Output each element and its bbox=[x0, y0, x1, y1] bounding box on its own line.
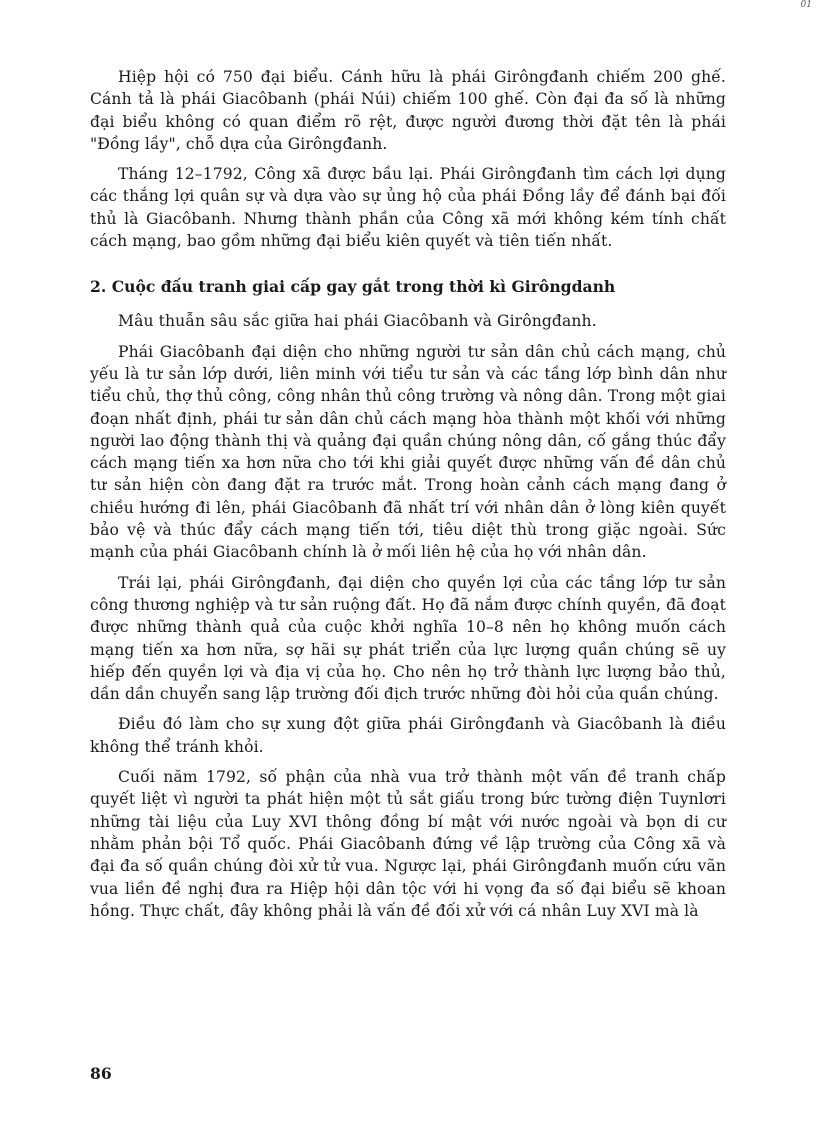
paragraph: Tháng 12–1792, Công xã được bầu lại. Phái Girôngđanh tìm cách lợi dụng các thắng lợi quân sự và dựa vào sự ủng hộ của phái Đồng lầy để đánh bại đối thủ là Giacôbanh. Nhưng thành phần của Công xã mới không kém tính chất cách mạng, bao gồm những đại biểu kiên quyết và tiên tiến nhất. bbox=[90, 165, 726, 251]
paragraph: Phái Giacôbanh đại diện cho những người tư sản dân chủ cách mạng, chủ yếu là tư sản lớp dưới, liên minh với tiểu tư sản và các tầng lớp bình dân như tiểu chủ, thợ thủ công, công nhân thủ công trường và nông dân. Trong một giai đoạn nhất định, phái tư sản dân chủ cách mạng hòa thành một khối với những người lao động thành thị và quảng đại quần chúng nông dân, cố gắng thúc đẩy cách mạng tiến xa hơn nữa cho tới khi giải quyết được những vấn đề dân chủ tư sản hiện còn đang đặt ra trước mắt. Trong hoàn cảnh cách mạng đang ở chiều hướng đi lên, phái Giacôbanh đã nhất trí với nhân dân ở lòng kiên quyết bảo vệ và thúc đẩy cách mạng tiến tới, tiêu diệt thù trong giặc ngoài. Sức mạnh của phái Giacôbanh chính là ở mối liên hệ của họ với nhân dân. bbox=[90, 342, 726, 562]
corner-mark: 01 bbox=[800, 0, 812, 10]
paragraph: Trái lại, phái Girôngđanh, đại diện cho quyền lợi của các tầng lớp tư sản công thương nghiệp và tư sản ruộng đất. Họ đã nắm được chính quyền, đã đoạt được những thành quả của cuộc khởi nghĩa 10–8 nên họ không muốn cách mạng tiến xa hơn nữa, sợ hãi sự phát triển của lực lượng quần chúng sẽ uy hiếp đến quyền lợi và địa vị của họ. Cho nên họ trở thành lực lượng bảo thủ, dần dần chuyển sang lập trường đối địch trước những đòi hỏi của quần chúng. bbox=[90, 573, 726, 704]
section-heading: 2. Cuộc đấu tranh giai cấp gay gắt trong thời kì Girôngdanh bbox=[90, 277, 616, 297]
page-body bbox=[90, 66, 726, 930]
paragraph: Mâu thuẫn sâu sắc giữa hai phái Giacôbanh và Girôngđanh. bbox=[118, 312, 597, 331]
paragraph: Cuối năm 1792, số phận của nhà vua trở thành một vấn đề tranh chấp quyết liệt vì người ta phát hiện một tủ sắt giấu trong bức tường điện Tuynlơri những tài liệu của Luy XVI thông đồng bí mật với nước ngoài và bọn di cư nhằm phản bội Tổ quốc. Phái Giacôbanh đứng về lập trường của Công xã và đại đa số quần chúng đòi xử tử vua. Ngược lại, phái Girôngđanh muốn cứu vãn vua liền đề nghị đưa ra Hiệp hội dân tộc với hi vọng đa số đại biểu sẽ khoan hồng. Thực chất, đây không phải là vấn đề đối xử với cá nhân Luy XVI mà là bbox=[90, 768, 726, 920]
paragraph: Hiệp hội có 750 đại biểu. Cánh hữu là phái Girôngđanh chiếm 200 ghế. Cánh tả là phái Giacôbanh (phái Núi) chiếm 100 ghế. Còn đại đa số là những đại biểu không có quan điểm rõ rệt, được người đương thời đặt tên là phái "Đồng lầy", chỗ dựa của Girôngđanh. bbox=[90, 68, 726, 153]
paragraph: Điều đó làm cho sự xung đột giữa phái Girôngđanh và Giacôbanh là điều không thể tránh khỏi. bbox=[90, 715, 726, 756]
page-number: 86 bbox=[90, 1064, 112, 1083]
